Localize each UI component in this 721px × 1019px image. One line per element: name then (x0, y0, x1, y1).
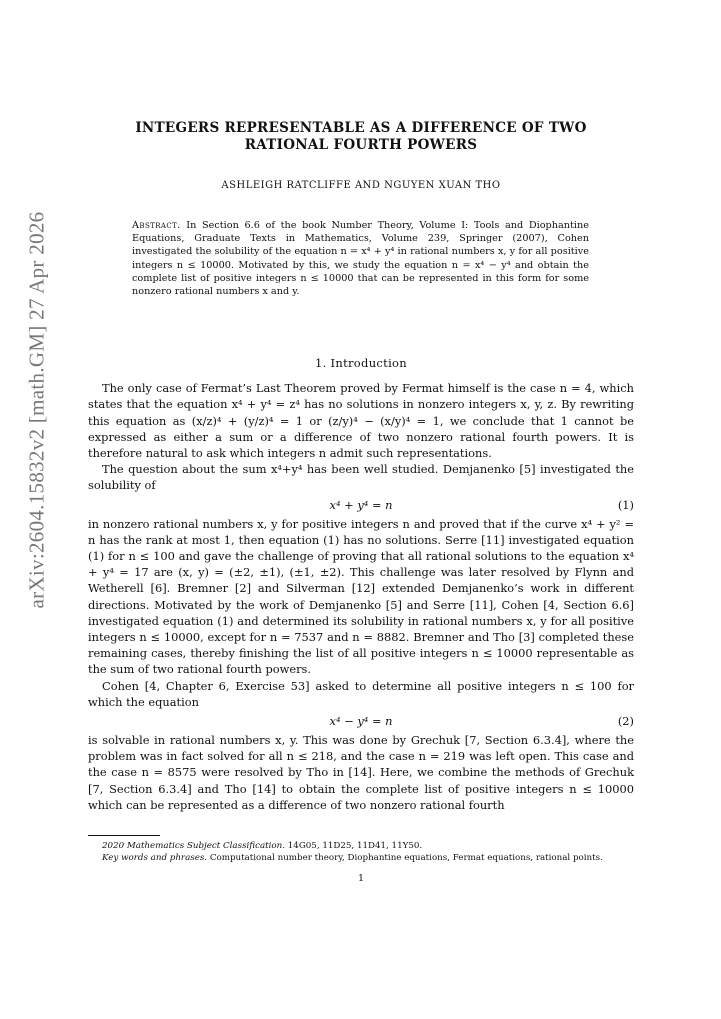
arxiv-stamp (22, 20, 52, 800)
paragraph-2: The question about the sum x⁴+y⁴ has been well studied. Demjanenko [5] investigated the solubility of (88, 462, 634, 493)
paragraph-5: is solvable in rational numbers x, y. This was done by Grechuk [7, Section 6.3.4], where the problem was in fact solved for all n ≤ 218, and the case n = 219 was left open. This case and the case n = 8575 were resolved by Tho in [14]. Here, we combine the methods of Grechuk [7, Section 6.3.4] and Tho [14] to obtain the complete list of positive integers n ≤ 10000 which can be represented as a difference of two nonzero rational fourth (88, 733, 634, 812)
equation-1-body: x⁴ + y⁴ = n (329, 497, 393, 512)
footnote-keywords (88, 852, 634, 864)
equation-1 (88, 497, 634, 513)
footnote-msc-label: 2020 Mathematics Subject Classification. (102, 841, 286, 852)
section-heading (88, 356, 634, 370)
equation-1-number: (1) (617, 497, 634, 512)
paragraph-3: in nonzero rational numbers x, y for positive integers n and proved that if the curve x⁴ + y² = n has the rank at most 1, then equation (1) has no solutions. Serre [11] investigated equation (1) for n ≤ 100 and gave the challenge of proving that all rational solutions to the equation x⁴ + y⁴ = 17 are (x, y) = (±2, ±1), (±1, ±2). This challenge was later resolved by Flynn and Wetherell [6]. Bremner [2] and Silverman [12] extended Demjanenko’s work in different directions. Motivated by the work of Demjanenko [5] and Serre [11], Cohen [4, Section 6.6] investigated equation (1) and determined its solubility in rational numbers x, y for all positive integers n ≤ 10000, except for n = 7537 and n = 8882. Bremner and Tho [3] completed these remaining cases, thereby finishing the list of all positive integers n ≤ 10000 representable as the sum of two rational fourth powers. (88, 516, 634, 677)
arxiv-stamp-text: arXiv:2604.15832v2 [math.GM] 27 Apr 2026 (24, 211, 49, 609)
paragraph-1: The only case of Fermat’s Last Theorem proved by Fermat himself is the case n = 4, which states that the equation x⁴ + y⁴ = z⁴ has no solutions in nonzero integers x, y, z. By rewriting this equation as (x/z)⁴ + (y/z)⁴ = 1 or (z/y)⁴ − (x/y)⁴ = 1, we conclude that 1 cannot be expressed as either a sum or a difference of two nonzero rational fourth powers. It is therefore natural to ask which integers n admit such representations. (88, 381, 634, 461)
abstract-label: Abstract. (132, 220, 181, 231)
authors: ASHLEIGH RATCLIFFE AND NGUYEN XUAN THO (221, 180, 501, 191)
footnotes (88, 840, 634, 864)
page-number: 1 (357, 873, 365, 885)
title-line-1: INTEGERS REPRESENTABLE AS A DIFFERENCE OF TWO (135, 120, 587, 136)
footnote-msc-text: 14G05, 11D25, 11D41, 11Y50. (287, 841, 423, 852)
section-heading-text: 1. Introduction (315, 356, 407, 371)
title-line-2: RATIONAL FOURTH POWERS (244, 137, 478, 153)
footnote-keywords-text: Computational number theory, Diophantine equations, Fermat equations, rational points. (209, 853, 603, 864)
paper-title (88, 120, 634, 154)
equation-2-number: (2) (617, 714, 634, 729)
equation-2 (88, 713, 634, 729)
footnote-keywords-label: Key words and phrases. (102, 853, 208, 864)
paragraph-4: Cohen [4, Chapter 6, Exercise 53] asked to determine all positive integers n ≤ 100 for which the equation (88, 678, 634, 709)
body-text (88, 380, 634, 813)
equation-2-body: x⁴ − y⁴ = n (329, 714, 393, 729)
footnote-rule (88, 835, 160, 836)
paper-page (88, 120, 634, 884)
footnote-msc (88, 840, 634, 852)
abstract (132, 219, 589, 298)
abstract-text: In Section 6.6 of the book Number Theory, Volume I: Tools and Diophantine Equations, Graduate Texts in Mathematics, Volume 239, Springer (2007), Cohen investigated the solubility of the equation n = x⁴ + y⁴ in rational numbers x, y for all positive integers n ≤ 10000. Motivated by this, we study the equation n = x⁴ − y⁴ and obtain the complete list of positive integers n ≤ 10000 that can be represented in this form for some nonzero rational numbers x and y. (132, 220, 589, 298)
